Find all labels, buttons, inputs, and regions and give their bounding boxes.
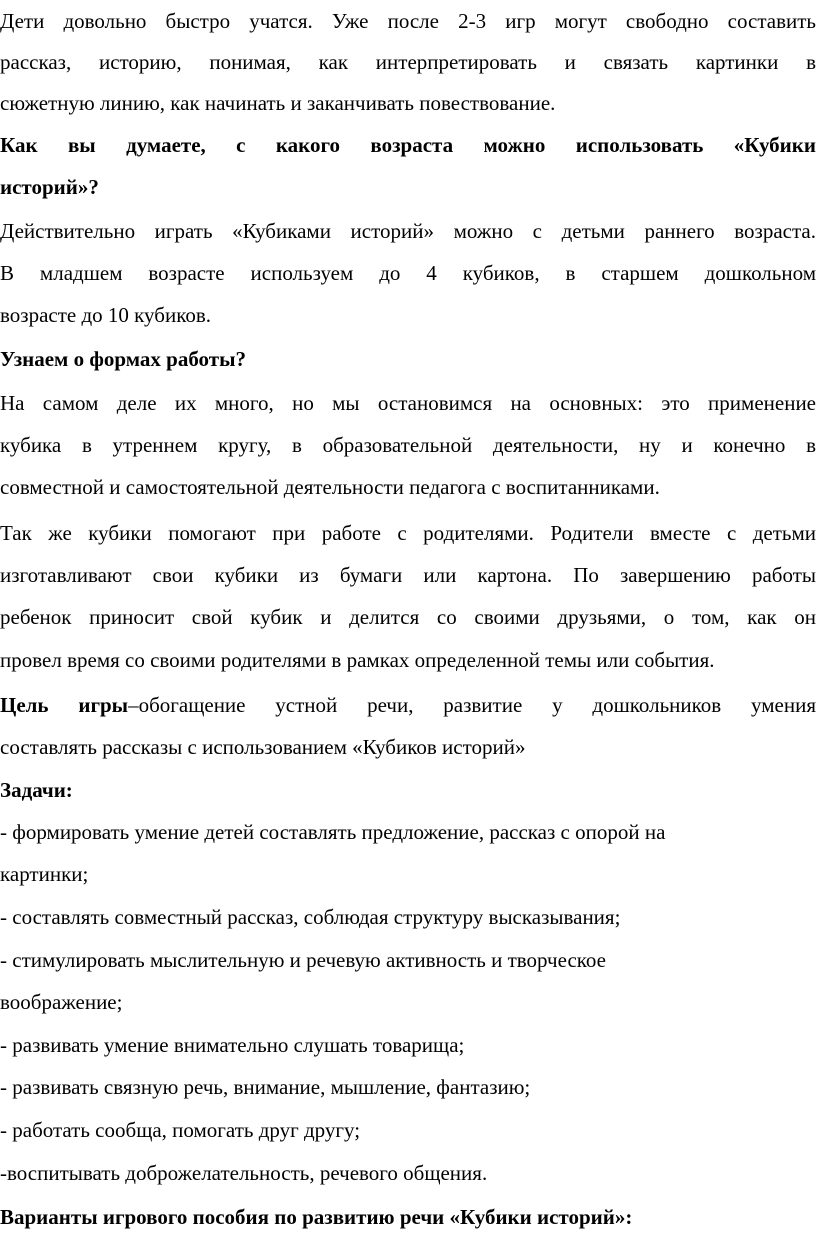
task-item: воображение;	[0, 990, 123, 1014]
paragraph-line: В младшем возрасте используем до 4 кубиков, в старшем дошкольном	[0, 261, 816, 285]
task-item: - составлять совместный рассказ, соблюдая структуру высказывания;	[0, 905, 621, 929]
paragraph-line: кубика в утреннем кругу, в образовательной деятельности, ну и конечно в	[0, 433, 816, 457]
paragraph-line: провел время со своими родителями в рамках определенной темы или события.	[0, 648, 715, 672]
variants-heading-text: Варианты игрового пособия по развитию речи «Кубики историй»:	[0, 1205, 633, 1229]
question-heading-line	[0, 338, 816, 381]
goal-label: Цель игры	[0, 693, 129, 717]
paragraph-line: Действительно играть «Кубиками историй» можно с детьми раннего возраста.	[0, 219, 816, 243]
question-heading-line	[0, 166, 816, 209]
task-item: -воспитывать доброжелательность, речевого общения.	[0, 1161, 488, 1185]
question-heading-text: Как вы думаете, с какого возраста можно использовать «Кубики	[0, 133, 816, 157]
goal-text: –обогащение устной речи, развитие у дошкольников умения	[128, 693, 816, 717]
task-item: - развивать умение внимательно слушать товарища;	[0, 1033, 465, 1057]
paragraph-line: изготавливают свои кубики из бумаги или картона. По завершению работы	[0, 563, 816, 587]
paragraph-line: Так же кубики помогают при работе с родителями. Родители вместе с детьми	[0, 521, 816, 545]
task-item: - формировать умение детей составлять предложение, рассказ с опорой на	[0, 820, 666, 844]
goal-line	[0, 684, 816, 727]
paragraph-line: ребенок приносит свой кубик и делится со своими друзьями, о том, как он	[0, 605, 816, 629]
goal-line: составлять рассказы с использованием «Кубиков историй»	[0, 735, 526, 759]
paragraph-line: возрасте до 10 кубиков.	[0, 303, 211, 327]
question-heading-text: Узнаем о формах работы?	[0, 347, 246, 371]
question-heading-line	[0, 124, 816, 167]
task-item: - работать сообща, помогать друг другу;	[0, 1118, 361, 1142]
question-heading-text: историй»?	[0, 175, 99, 199]
task-item: - развивать связную речь, внимание, мышление, фантазию;	[0, 1075, 531, 1099]
paragraph-line: сюжетную линию, как начинать и заканчивать повествование.	[0, 91, 556, 115]
paragraph-line: рассказ, историю, понимая, как интерпретировать и связать картинки в	[0, 50, 816, 74]
tasks-heading-text: Задачи:	[0, 778, 73, 802]
paragraph-line: совместной и самостоятельной деятельности педагога с воспитанниками.	[0, 475, 660, 499]
paragraph-line: Дети довольно быстро учатся. Уже после 2-3 игр могут свободно составить	[0, 9, 816, 33]
paragraph-line: На самом деле их много, но мы остановимся на основных: это применение	[0, 391, 816, 415]
task-item: - стимулировать мыслительную и речевую активность и творческое	[0, 948, 606, 972]
variants-heading	[0, 1196, 816, 1239]
tasks-heading	[0, 769, 816, 812]
task-item: картинки;	[0, 862, 89, 886]
